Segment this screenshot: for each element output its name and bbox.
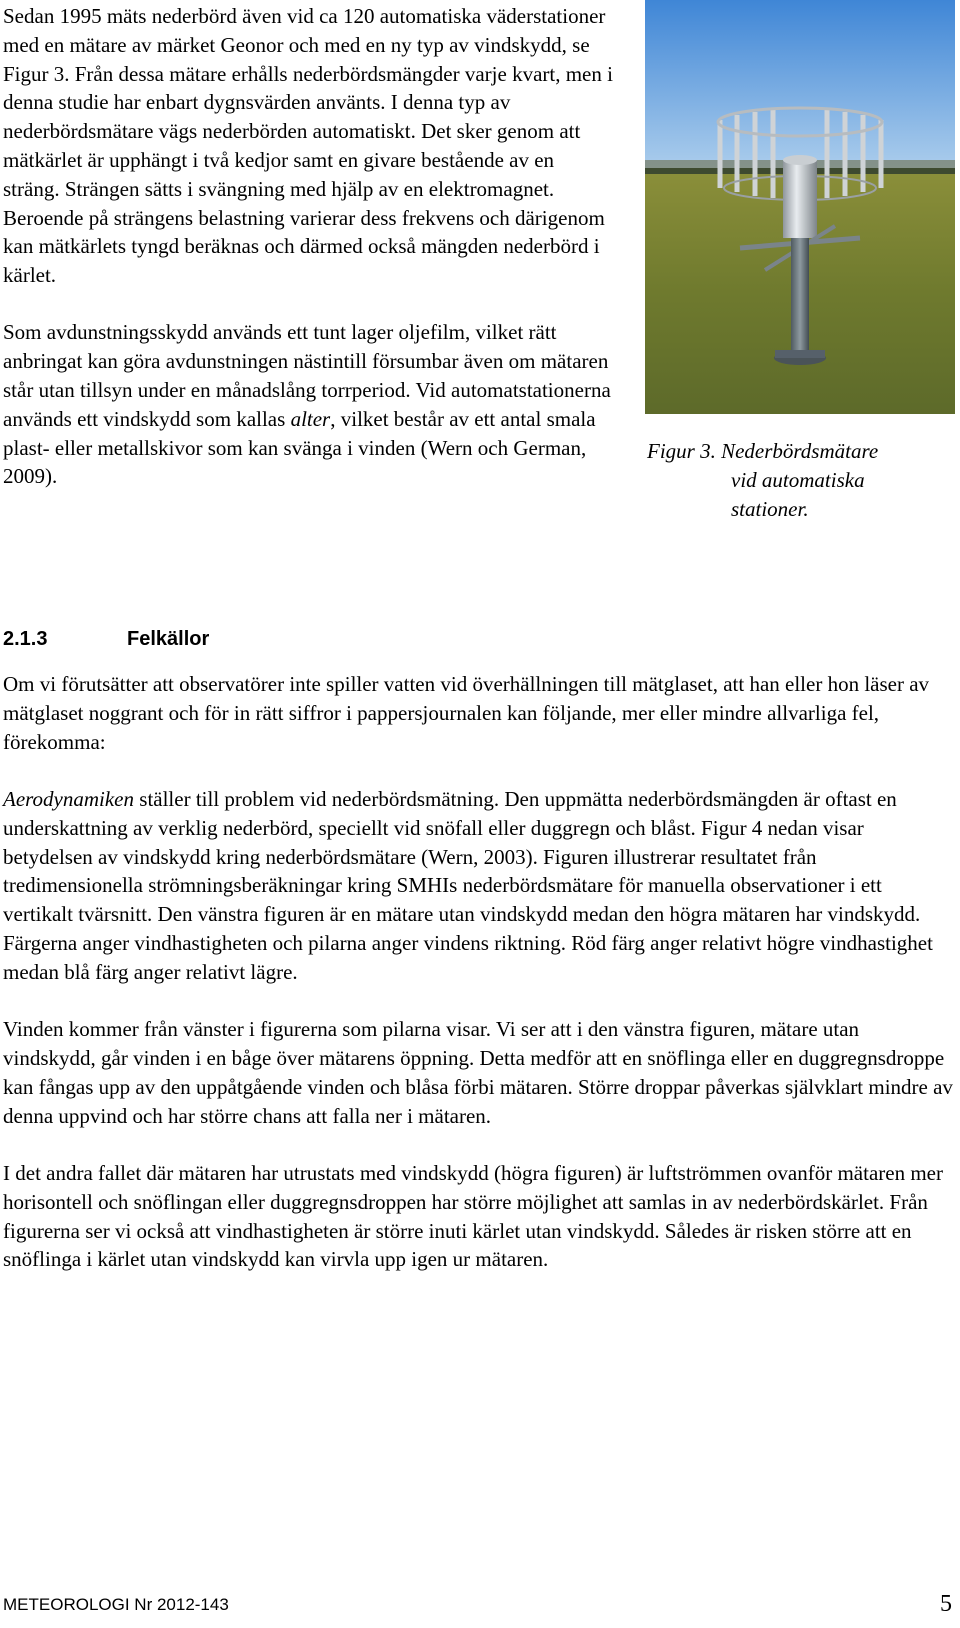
paragraph: Vinden kommer från vänster i figurerna som pilarna visar. Vi ser att i den vänstra figuren, mätare utan vindskydd, går vinden i en båge över mätarens öppning. Detta medför att en snöflinga eller en duggregnsdroppe kan fångas upp av den uppåtgående vinden och blåsa förbi mätaren. Större droppar påverkas självklart mindre av denna uppvind och har större chans att falla ner i mätaren. [3,1017,953,1128]
paragraph: Om vi förutsätter att observatörer inte spiller vatten vid överhällningen till mätglaset, att han eller hon läser av mätglaset noggrant och för in rätt siffror i pappersjournalen kan följande, mer eller mindre allvarliga fel, förekomma: [3,672,930,754]
footer-publication: METEOROLOGI Nr 2012-143 [3,1595,229,1614]
italic-term: alter [290,406,331,431]
caption-line: vid automatiska [731,468,865,492]
paragraph [3,318,613,491]
page-number: 5 [940,1591,952,1617]
text-run: ställer till problem vid nederbördsmätning. Den uppmätta nederbördsmängden är oftast en underskattning av verklig nederbörd, speciellt vid snöfall eller duggregn och blåst. Figur 4 nedan visar betydelsen av vindskydd kring nederbördsmätare (Wern, 2003). Figuren illustrerar resultatet från tredimensionella strömningsberäkningar kring SMHIs nederbördsmätare för manuella observationer i ett vertikalt tvärsnitt. Den vänstra figuren är en mätare utan vindskydd medan den högra mätaren har vindskydd. Färgerna anger vindhastigheten och pilarna anger vindens riktning. Röd färg anger relativt högre vindhastighet medan blå färg anger relativt lägre. [3,786,933,984]
intro-text [3,2,613,491]
figure-3 [645,0,955,524]
caption-line: Figur 3. Nederbördsmätare [647,439,879,463]
section-title: Felkällor [127,628,210,650]
body-text [3,670,953,1303]
paragraph: Sedan 1995 mäts nederbörd även vid ca 120 automatiska väderstationer med en mätare av märket Geonor och med en ny typ av vindskydd, se Figur 3. Från dessa mätare erhålls nederbördsmängder varje kvart, men i denna studie har enbart dygnsvärden använts. I denna typ av nederbördsmätare vägs nederbörden automatiskt. Det sker genom att mätkärlet är upphängt i två kedjor samt en givare bestående av en sträng. Strängen sätts i svängning med hjälp av en elektromagnet. Beroende på strängens belastning varierar dess frekvens och därigenom kan mätkärlets tyngd beräknas och därmed också mängden nederbörd i kärlet. [3,4,613,288]
section-number: 2.1.3 [3,628,48,650]
text-run: , vilket består av ett antal smala plast- eller metallskivor som kan svänga i vinden (Wern och German, 2009). [3,406,596,489]
paragraph: I det andra fallet där mätaren har utrustats med vindskydd (högra figuren) är luftströmmen ovanför mätaren mer horisontell och snöflingan eller duggregnsdroppen har större möjlighet att samlas in av nederbördskärlet. Från figurerna ser vi också att vindhastigheten är större inuti kärlet utan vindskydd. Således är risken större att en snöflinga i kärlet utan vindskydd kan virvla upp igen ur mätaren. [3,1160,943,1272]
figure-caption [645,437,955,524]
paragraph [3,785,953,987]
text-run: Som avdunstningsskydd används ett tunt lager oljefilm, vilket rätt anbringat kan göra avdunstningen nästintill försumbar även om mätaren står utan tillsyn under en månadslång torrperiod. Vid automatstationerna används ett vindskydd som kallas [3,320,611,431]
section-heading [3,628,209,651]
italic-term: Aerodynamiken [3,786,135,811]
precipitation-gauge-photo [645,0,955,414]
caption-line: stationer. [731,497,809,521]
